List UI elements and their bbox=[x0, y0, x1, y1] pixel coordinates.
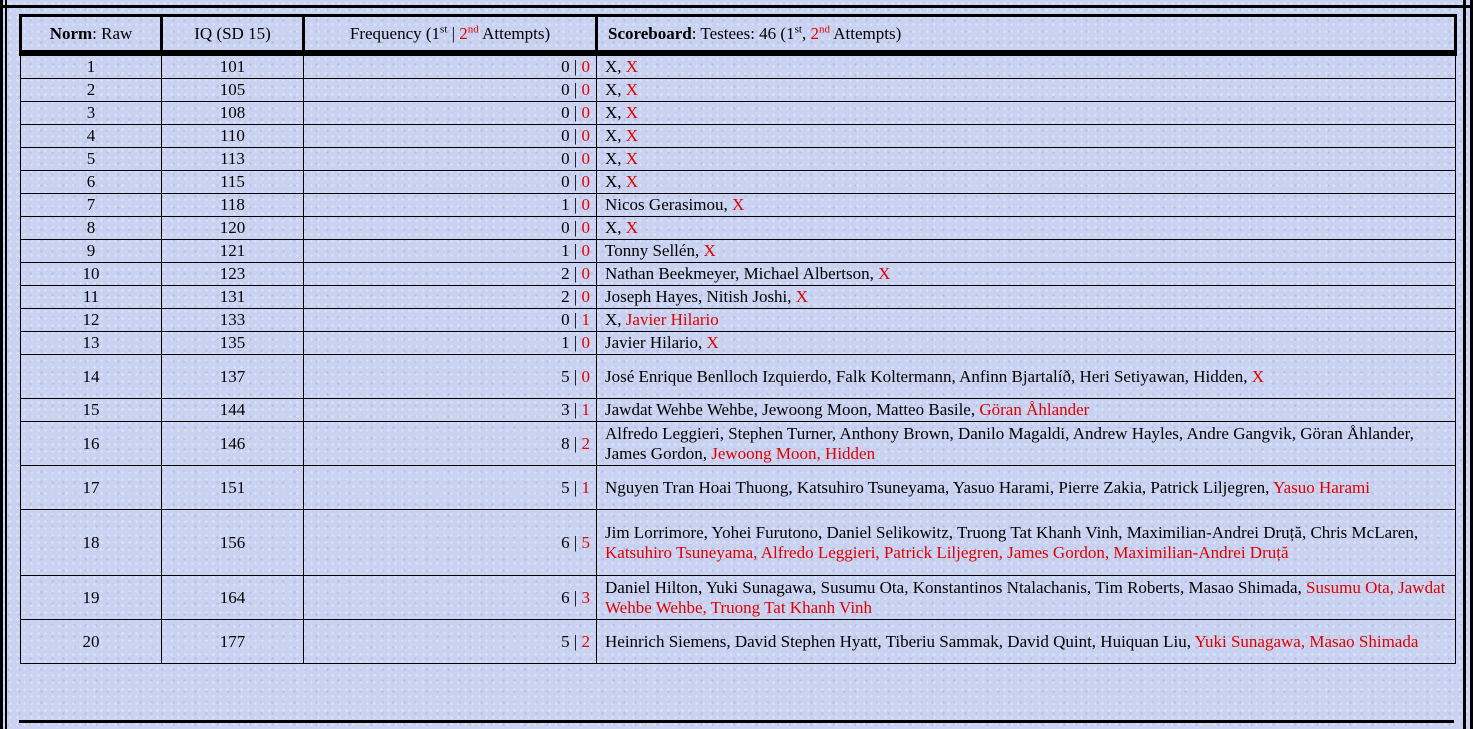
raw-score-cell: 2 bbox=[21, 79, 162, 102]
raw-score-cell: 12 bbox=[21, 309, 162, 332]
scoreboard-cell: X, X bbox=[597, 217, 1456, 240]
frequency-cell: 0 | 0 bbox=[304, 53, 597, 79]
iq-cell: 115 bbox=[162, 171, 304, 194]
table-row bbox=[21, 309, 1456, 332]
iq-cell: 137 bbox=[162, 355, 304, 399]
iq-cell: 151 bbox=[162, 466, 304, 510]
scoreboard-cell: Daniel Hilton, Yuki Sunagawa, Susumu Ota, Konstantinos Ntalachanis, Tim Roberts, Masao Shimada, Susumu Ota, Jawdat Wehbe Wehbe, Truong Tat Khanh Vinh bbox=[597, 576, 1456, 620]
raw-score-cell: 10 bbox=[21, 263, 162, 286]
table-row bbox=[21, 102, 1456, 125]
iq-cell: 108 bbox=[162, 102, 304, 125]
table-body bbox=[21, 53, 1456, 664]
iq-cell: 133 bbox=[162, 309, 304, 332]
raw-score-cell: 3 bbox=[21, 102, 162, 125]
bottom-border bbox=[19, 720, 1454, 723]
right-frame-border bbox=[1463, 0, 1473, 729]
table-row bbox=[21, 79, 1456, 102]
header-frequency: Frequency (1st | 2nd Attempts) bbox=[304, 16, 597, 54]
frequency-cell: 0 | 0 bbox=[304, 79, 597, 102]
iq-cell: 177 bbox=[162, 620, 304, 664]
raw-score-cell: 18 bbox=[21, 510, 162, 576]
raw-score-cell: 11 bbox=[21, 286, 162, 309]
table-row bbox=[21, 466, 1456, 510]
table-row bbox=[21, 286, 1456, 309]
raw-score-cell: 8 bbox=[21, 217, 162, 240]
frequency-cell: 0 | 0 bbox=[304, 102, 597, 125]
table-row bbox=[21, 510, 1456, 576]
table-row bbox=[21, 125, 1456, 148]
frequency-cell: 0 | 0 bbox=[304, 125, 597, 148]
scoreboard-cell: Jim Lorrimore, Yohei Furutono, Daniel Selikowitz, Truong Tat Khanh Vinh, Maximilian-Andrei Druță, Chris McLaren, Katsuhiro Tsuneyama, Alfredo Leggieri, Patrick Liljegren, James Gordon, Maximilian-Andrei Druță bbox=[597, 510, 1456, 576]
frequency-cell: 1 | 0 bbox=[304, 332, 597, 355]
table-row bbox=[21, 240, 1456, 263]
iq-cell: 110 bbox=[162, 125, 304, 148]
iq-cell: 105 bbox=[162, 79, 304, 102]
table-row bbox=[21, 355, 1456, 399]
header-norm-raw: Norm: Raw bbox=[21, 16, 162, 54]
iq-cell: 146 bbox=[162, 422, 304, 466]
raw-score-cell: 4 bbox=[21, 125, 162, 148]
raw-score-cell: 1 bbox=[21, 53, 162, 79]
frequency-cell: 2 | 0 bbox=[304, 286, 597, 309]
frequency-cell: 5 | 1 bbox=[304, 466, 597, 510]
frequency-cell: 0 | 0 bbox=[304, 148, 597, 171]
scoreboard-cell: Nathan Beekmeyer, Michael Albertson, X bbox=[597, 263, 1456, 286]
scoreboard-cell: Jawdat Wehbe Wehbe, Jewoong Moon, Matteo Basile, Göran Åhlander bbox=[597, 399, 1456, 422]
frequency-cell: 6 | 5 bbox=[304, 510, 597, 576]
table-row bbox=[21, 576, 1456, 620]
scoreboard-cell: X, X bbox=[597, 148, 1456, 171]
table-row bbox=[21, 171, 1456, 194]
scoreboard-cell: Javier Hilario, X bbox=[597, 332, 1456, 355]
iq-cell: 118 bbox=[162, 194, 304, 217]
raw-score-cell: 13 bbox=[21, 332, 162, 355]
raw-score-cell: 6 bbox=[21, 171, 162, 194]
raw-score-cell: 7 bbox=[21, 194, 162, 217]
iq-cell: 113 bbox=[162, 148, 304, 171]
raw-score-cell: 17 bbox=[21, 466, 162, 510]
scoreboard-cell: Nguyen Tran Hoai Thuong, Katsuhiro Tsuneyama, Yasuo Harami, Pierre Zakia, Patrick Liljegren, Yasuo Harami bbox=[597, 466, 1456, 510]
frequency-cell: 8 | 2 bbox=[304, 422, 597, 466]
frequency-cell: 6 | 3 bbox=[304, 576, 597, 620]
iq-cell: 135 bbox=[162, 332, 304, 355]
table-row bbox=[21, 263, 1456, 286]
iq-cell: 120 bbox=[162, 217, 304, 240]
header-row bbox=[21, 16, 1456, 54]
table-row bbox=[21, 620, 1456, 664]
raw-score-cell: 14 bbox=[21, 355, 162, 399]
raw-score-cell: 19 bbox=[21, 576, 162, 620]
frequency-cell: 0 | 0 bbox=[304, 217, 597, 240]
frequency-cell: 1 | 0 bbox=[304, 240, 597, 263]
header-scoreboard: Scoreboard: Testees: 46 (1st, 2nd Attempts) bbox=[597, 16, 1456, 54]
table-row bbox=[21, 53, 1456, 79]
table-row bbox=[21, 332, 1456, 355]
scoreboard-cell: Nicos Gerasimou, X bbox=[597, 194, 1456, 217]
frequency-cell: 1 | 0 bbox=[304, 194, 597, 217]
top-border bbox=[0, 0, 1473, 8]
frequency-cell: 2 | 0 bbox=[304, 263, 597, 286]
frequency-cell: 5 | 0 bbox=[304, 355, 597, 399]
iq-cell: 131 bbox=[162, 286, 304, 309]
raw-score-cell: 16 bbox=[21, 422, 162, 466]
scoreboard-cell: X, X bbox=[597, 53, 1456, 79]
table-row bbox=[21, 217, 1456, 240]
table-row bbox=[21, 194, 1456, 217]
scoreboard-cell: Alfredo Leggieri, Stephen Turner, Anthony Brown, Danilo Magaldi, Andrew Hayles, Andre Gangvik, Göran Åhlander, James Gordon, Jewoong Moon, Hidden bbox=[597, 422, 1456, 466]
scoreboard-cell: X, X bbox=[597, 171, 1456, 194]
raw-score-cell: 9 bbox=[21, 240, 162, 263]
iq-cell: 101 bbox=[162, 53, 304, 79]
scoreboard-cell: X, X bbox=[597, 125, 1456, 148]
scoreboard-cell: X, X bbox=[597, 79, 1456, 102]
raw-score-cell: 15 bbox=[21, 399, 162, 422]
table-row bbox=[21, 148, 1456, 171]
norm-table-container bbox=[19, 14, 1454, 664]
iq-cell: 164 bbox=[162, 576, 304, 620]
scoreboard-cell: X, X bbox=[597, 102, 1456, 125]
iq-cell: 144 bbox=[162, 399, 304, 422]
norm-table bbox=[19, 14, 1457, 664]
iq-cell: 121 bbox=[162, 240, 304, 263]
frequency-cell: 3 | 1 bbox=[304, 399, 597, 422]
iq-cell: 156 bbox=[162, 510, 304, 576]
table-row bbox=[21, 399, 1456, 422]
raw-score-cell: 5 bbox=[21, 148, 162, 171]
scoreboard-cell: José Enrique Benlloch Izquierdo, Falk Koltermann, Anfinn Bjartalíð, Heri Setiyawan, Hidden, X bbox=[597, 355, 1456, 399]
frequency-cell: 0 | 1 bbox=[304, 309, 597, 332]
raw-score-cell: 20 bbox=[21, 620, 162, 664]
frequency-cell: 0 | 0 bbox=[304, 171, 597, 194]
header-iq: IQ (SD 15) bbox=[162, 16, 304, 54]
frequency-cell: 5 | 2 bbox=[304, 620, 597, 664]
scoreboard-cell: Joseph Hayes, Nitish Joshi, X bbox=[597, 286, 1456, 309]
left-frame-border bbox=[0, 0, 7, 729]
scoreboard-cell: Heinrich Siemens, David Stephen Hyatt, Tiberiu Sammak, David Quint, Huiquan Liu, Yuki Sunagawa, Masao Shimada bbox=[597, 620, 1456, 664]
scoreboard-cell: X, Javier Hilario bbox=[597, 309, 1456, 332]
iq-cell: 123 bbox=[162, 263, 304, 286]
table-row bbox=[21, 422, 1456, 466]
scoreboard-cell: Tonny Sellén, X bbox=[597, 240, 1456, 263]
